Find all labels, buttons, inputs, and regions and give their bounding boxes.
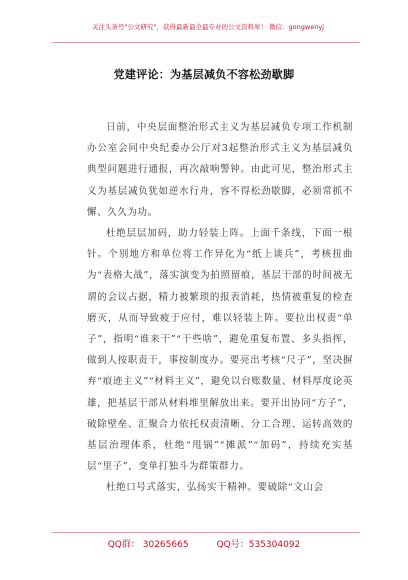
article-body [87, 117, 353, 499]
paragraph: 杜绝层层加码，助力轻装上阵。上面千条线，下面一根针。个别地方和单位将工作异化为“纸上谈兵”，考核扭曲为“表格大战”，落实演变为拍照留痕，基层干部的时间被无谓的会议占据，精力被繁琐的报表消耗，热情被重复的检查磨灭，从而导致疲于应付，难以轻装上阵。要拉出权责“单子”，指明“谁来干”“干些啥”，避免重复布置、多头指挥，做到人按职责干，事按制度办。要亮出考核“尺子”，坚决摒弃“痕迹主义”“材料主义”，避免以台账数量、材料厚度论英雄，把基层干部从材料堆里解放出来。要开出协同“方子”，破除壁垒、汇聚合力依托权责清晰、分工合理、运转高效的基层治理体系，杜绝“甩锅”“摊派”“加码”，持续充实基层“里子”，变单打独斗为群策群力。 [87, 228, 353, 473]
footer-divider [52, 532, 360, 533]
footer-qq-number: QQ号：535304092 [216, 540, 301, 550]
header-divider [52, 42, 360, 43]
header-note: 关注头条号"公文研究"，获得最新最全最专业的公文资料库！ 微信：gongwenyj [92, 23, 324, 31]
paragraph: 杜绝口号式落实，弘扬实干精神。要破除“文山会 [106, 482, 324, 494]
footer-qq-group: QQ群： 30265665 [107, 540, 189, 550]
footer [0, 537, 408, 550]
paragraph: 日前，中央层面整治形式主义为基层减负专项工作机制办公室会同中央纪委办公厅对3起整治形式主义为基层减负典型问题进行通报，再次敲响警钟。由此可见，整治形式主义为基层减负犹如逆水行舟，容不得松劲歇脚，必须常抓不懈、久久为功。 [87, 122, 353, 218]
article-title: 党建评论：为基层减负不容松劲歇脚 [113, 68, 295, 81]
